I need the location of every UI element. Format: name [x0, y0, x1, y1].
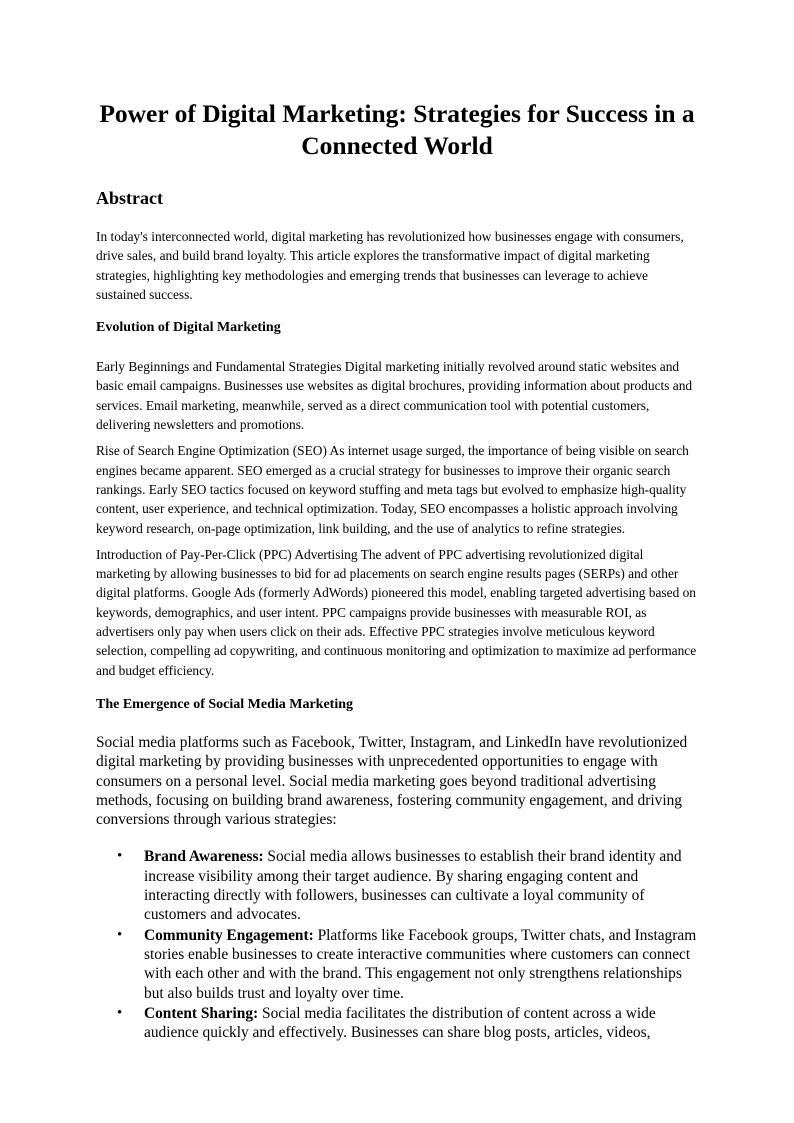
list-item-term: Content Sharing: [144, 1004, 259, 1022]
social-media-intro: Social media platforms such as Facebook, Twitter, Instagram, and LinkedIn have revolutionized digital marketing by providing businesses with unprecedented opportunities to engage with consumers on a personal level. Social media marketing goes beyond traditional advertising methods, focusing on building brand awareness, fostering community engagement, and driving conversions through various strategies: [96, 733, 688, 829]
list-item-brand-awareness [117, 847, 698, 924]
abstract-paragraph: In today's interconnected world, digital marketing has revolutionized how businesses engage with consumers, drive sales, and build brand loyalty. This article explores the transformative impact of digital marketing strategies, highlighting key methodologies and emerging trends that businesses can leverage to achieve sustained success. [96, 229, 684, 302]
bullet-icon: • [117, 926, 123, 943]
list-item-text: Platforms like Facebook groups, Twitter chats, and Instagram stories enable businesses to create interactive communities where customers can connect with each other and with the brand. This engagement not only strengthens relationships but also builds trust and loyalty over time. [144, 926, 697, 1002]
strategy-list [96, 847, 698, 1042]
evolution-paragraph-ppc: Introduction of Pay-Per-Click (PPC) Advertising The advent of PPC advertising revolutionized digital marketing by allowing businesses to bid for ad placements on search engine results pages (SERPs) and other digital platforms. Google Ads (formerly AdWords) pioneered this model, enabling targeted advertising based on keywords, demographics, and user intent. PPC campaigns provide businesses with measurable ROI, as advertisers only pay when users click on their ads. Effective PPC strategies involve meticulous keyword selection, compelling ad copywriting, and continuous monitoring and optimization to maximize ad performance and budget efficiency. [96, 546, 697, 678]
evolution-paragraph-early-beginnings: Early Beginnings and Fundamental Strategies Digital marketing initially revolved around static websites and basic email campaigns. Businesses use websites as digital brochures, providing information about products and services. Email marketing, meanwhile, served as a direct communication tool with potential customers, delivering newsletters and promotions. [96, 359, 693, 433]
abstract-heading: Abstract [96, 188, 163, 208]
list-item-text: Social media facilitates the distribution of content across a wide audience quickly and effectively. Businesses can share blog posts, articles, videos, [144, 1004, 656, 1042]
evolution-paragraph-seo: Rise of Search Engine Optimization (SEO) As internet usage surged, the importance of being visible on search engines became apparent. SEO emerged as a crucial strategy for businesses to improve their organic search rankings. Early SEO tactics focused on keyword stuffing and meta tags but evolved to emphasize high-quality content, user experience, and technical optimization. Today, SEO encompasses a holistic approach involving keyword research, on-page optimization, link building, and the use of analytics to refine strategies. [96, 443, 689, 536]
bullet-icon: • [117, 1004, 123, 1021]
list-item-content-sharing [117, 1004, 698, 1043]
list-item-community-engagement [117, 926, 698, 1003]
social-media-heading: The Emergence of Social Media Marketing [96, 696, 354, 712]
page-title: Power of Digital Marketing: Strategies for Success in a Connected World [99, 99, 695, 160]
list-item-text: Social media allows businesses to establish their brand identity and increase visibility among their target audience. By sharing engaging content and interacting directly with followers, businesses can cultivate a loyal community of customers and advocates. [144, 848, 682, 924]
evolution-heading: Evolution of Digital Marketing [96, 320, 281, 336]
list-item-term: Community Engagement: [144, 926, 314, 944]
bullet-icon: • [117, 848, 123, 865]
list-item-term: Brand Awareness: [144, 848, 264, 866]
